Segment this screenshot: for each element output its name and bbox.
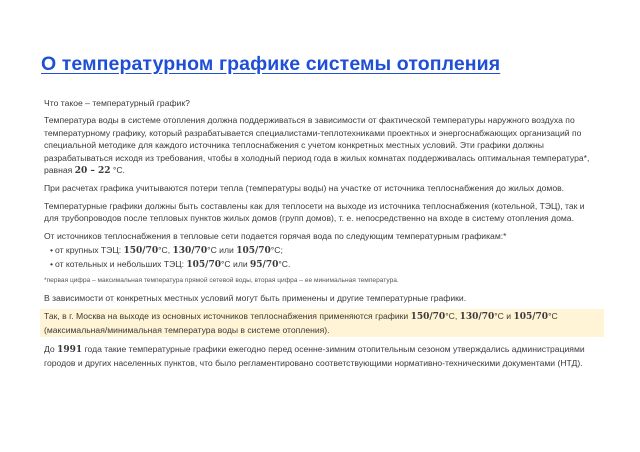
text: °С или [220,259,251,270]
text: °С. [110,165,125,176]
temperature-value: 20 – 22 [74,166,111,177]
document-body [44,97,600,374]
paragraph-definition [44,114,600,177]
text: года такие температурные графики ежегодно перед осенне-зимним отопительным сезоном утверждались администрациями городов и других населенных пунктов, что было регламентировано соответствующими нормативно-техническими документами (НТД). [44,344,585,368]
paragraph-graphs: Температурные графики должны быть составлены как для теплосети на выходе из источника теплоснабжения (котельной, ТЭЦ), так и для трубопроводов после тепловых пунктов жилых домов (групп домов), т. е. непосредственно на входе в систему отопления дома. [44,200,585,224]
paragraph-losses: При расчетах графика учитываются потери тепла (температуры воды) на участке от источника теплоснабжения до жилых домов. [44,183,565,194]
paragraph-sources: От источников теплоснабжения в тепловые сети подается горячая вода по следующим температурным графикам:* [44,230,507,241]
schedule-value: 105/70 [513,312,549,323]
highlighted-paragraph-moscow [40,309,604,337]
paragraph-history [44,343,600,369]
paragraph-other: В зависимости от конкретных местных условий могут быть применены и другие температурные графики. [44,292,467,303]
text: Так, в г. Москва на выходе из основных источников теплоснабжения применяются графики [44,311,411,322]
text: °С и [494,311,514,322]
text: от крупных ТЭЦ: [55,245,124,256]
text: от котельных и небольших ТЭЦ: [55,259,187,270]
text: °С. [278,259,291,270]
paragraph-question: Что такое – температурный график? [44,98,190,108]
list-item [50,258,600,271]
text: °С, [445,311,460,322]
schedule-value: 150/70 [410,312,446,323]
footnote: *первая цифра – максимальная температура прямой сетевой воды, вторая цифра – ее минимальная температура. [44,276,399,284]
text: Температура воды в системе отопления должна поддерживаться в зависимости от фактической температуры наружного воздуха по температурному графику, который разрабатывается специалистами-теплотехниками проектных и энергоснабжающих организаций по специальной методике для каждого источника теплоснабжения с учетом конкретных местных условий. Эти графики должны разрабатываться исходя из требования, чтобы в холодный период года в жилых комнатах поддерживалась оптимальная температура*, равная [44,115,590,176]
schedule-value: 95/70 [250,260,279,271]
text: °С или [207,245,237,256]
page-title: О температурном графике системы отопления [41,53,501,75]
schedule-value: 105/70 [186,260,221,271]
text: °С (максимальная/минимальная температура воды в системе отопления). [44,311,558,335]
year-value: 1991 [57,345,83,356]
text: До [44,344,58,355]
schedule-value: 130/70 [459,312,495,323]
text: °С, [158,245,173,256]
text: °С; [270,245,283,256]
list-item [50,244,600,257]
schedule-value: 105/70 [236,246,271,257]
schedule-value: 150/70 [123,246,159,257]
schedule-value: 130/70 [172,246,208,257]
